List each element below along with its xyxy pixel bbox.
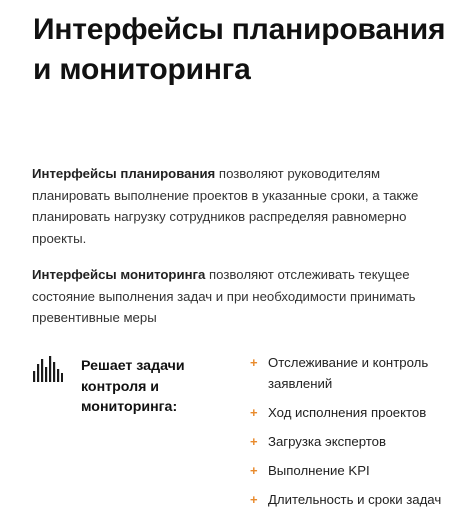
- plus-icon: +: [250, 433, 258, 449]
- planning-term: Интерфейсы планирования: [32, 166, 216, 181]
- list-item: [250, 403, 465, 424]
- monitoring-text: позволяют отслеживать текущее состояние выполнения задач и при необходимости принимать превентивные меры: [32, 267, 416, 325]
- list-item-label: Длительность и сроки задач: [268, 491, 442, 507]
- features-heading: Решает задачи контроля и мониторинга:: [81, 358, 185, 415]
- planning-description: [32, 163, 452, 249]
- plus-icon: +: [250, 462, 258, 478]
- bar-chart-icon: [33, 356, 63, 382]
- page-title: Интерфейсы планирования и мониторинга: [33, 13, 446, 86]
- list-item: [250, 461, 465, 482]
- monitoring-term: Интерфейсы мониторинга: [32, 267, 206, 282]
- planning-text: позволяют руководителям планировать выполнение проектов в указанные сроки, а также планировать нагрузку сотрудников распределяя равномерно проекты.: [32, 166, 419, 246]
- plus-icon: +: [250, 355, 258, 370]
- list-item-label: Ход исполнения проектов: [268, 404, 427, 420]
- list-item: [250, 353, 465, 394]
- monitoring-description: [32, 264, 452, 329]
- list-item-label: Выполнение KPI: [268, 462, 370, 478]
- plus-icon: +: [250, 491, 258, 507]
- list-item: [250, 490, 465, 511]
- list-item: [250, 432, 465, 453]
- plus-icon: +: [250, 404, 258, 420]
- list-item-label: Загрузка экспертов: [268, 433, 386, 449]
- list-item-label: Отслеживание и контроль заявлений: [268, 355, 429, 391]
- task-list: [250, 353, 465, 519]
